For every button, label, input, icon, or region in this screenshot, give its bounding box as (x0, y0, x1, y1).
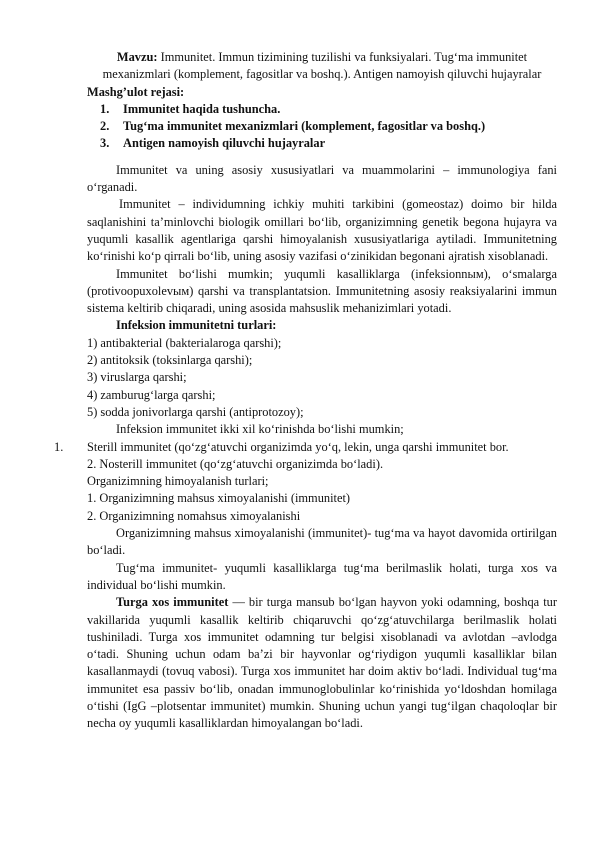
paragraph: Immunitet bo‘lishi mumkin; yuqumli kasalliklarga (infeksionnым), o‘smalarga (protivoopuxolevым) qarshi va transplantatsion. Immunitetning asosiy reaksiyalarini immun sistema keltirib chiqaradi, uning asosida mahsuslik mehanizimlari yotadi. (87, 266, 557, 316)
paragraph-text: — bir turga mansub bo‘lgan hayvon yoki odamning, boshqa tur vakillarida yuqumli kasallik keltirib chiqaruvchi qo‘zg‘atuvchilarga berilmaslik holati tushiniladi. Turga xos immunitet odamning tur belgisi xisoblanadi va avlotdan –avlodga o‘tadi. Shuning uchun odam ba’zi bir hayvonlar og‘riydigon yuqumli kasalliklar bilan kasallanmaydi (tovuq vabosi). Turga xos immunitet har doim aktiv bo‘ladi. Individual tug‘ma immunitet esa passiv bo‘lib, onadan immunoglobulinlar ko‘rinishida yo‘ldoshdan homilaga o‘tishi (IgG –plotsentar immunitet) mumkin. Shuning uchun yangi tug‘ilgan chaqoloqlar bir necha oy yuqumli kasalliklardan himoyalangan bo‘ladi. (87, 595, 557, 731)
plan-item-text: Tug‘ma immunitet mexanizmlari (komplement, fagositlar va boshq.) (123, 119, 486, 134)
section-heading (87, 317, 557, 334)
list-item: 4) zamburug‘larga qarshi; (87, 387, 216, 402)
term-bold: Turga xos immunitet (116, 595, 229, 610)
plan-item-text: Immunitet haqida tushuncha. (123, 101, 281, 116)
paragraph: Immunitet – individumning ichkiy muhiti tarkibini (gomeostaz) doimo bir hilda saqlanishini ta’minlovchi biologik omillari bo‘lib, organizimning genetik begona hujayra va yuqumli kasallik agentlariga qarshi himoyalanish xususiyatlariga aytiladi. Immunitetning ko‘rinishi ko‘p qirrali bo‘lib, uning asosiy vazifasi o‘zinikidan begonani ajratish xisoblanadi. (87, 197, 557, 264)
paragraph: Tug‘ma immunitet- yuqumli kasalliklarga tug‘ma berilmaslik holati, turga xos va individual bo‘lishi mumkin. (87, 560, 557, 592)
plan-item-number: 1. (100, 101, 110, 116)
list-item: 5) sodda jonivorlarga qarshi (antiprotozoy); (87, 404, 304, 419)
list-item: 1) antibakterial (bakterialaroga qarshi); (87, 335, 282, 350)
list-item: 3) viruslarga qarshi; (87, 370, 187, 385)
plan-item-number: 2. (100, 119, 110, 134)
list-number: 1. (54, 439, 64, 454)
subheading: Organizimning himoyalanish turlari; (87, 474, 269, 489)
plan-item-text: Antigen namoyish qiluvchi hujayralar (123, 136, 326, 151)
list-item: 2. Organizimning nomahsus ximoyalanishi (87, 508, 301, 523)
title-prefix: Mavzu: (116, 50, 158, 64)
list-item-text: Sterill immunitet (qo‘zg‘atuvchi organizimda yo‘q, lekin, unga qarshi immunitet bor. (87, 439, 509, 454)
plan-heading-text: Mashg’ulot rejasi: (87, 84, 185, 99)
plan-item-number: 3. (100, 136, 110, 151)
paragraph: Immunitet va uning asosiy xususiyatlari va muammolarini – immunologiya fani o‘rganadi. (87, 162, 557, 195)
lesson-title (87, 49, 557, 84)
plan-heading (87, 84, 557, 101)
plan-item (87, 135, 557, 152)
list-item: 2) antitoksik (toksinlarga qarshi); (87, 353, 253, 368)
plan-item (87, 101, 557, 118)
list-item (54, 439, 557, 456)
plan-item (87, 118, 557, 135)
paragraph: Infeksion immunitet ikki xil ko‘rinishda bo‘lishi mumkin; (116, 422, 404, 437)
section-heading-text: Infeksion immunitetni turlari: (116, 318, 277, 333)
list-item: 2. Nosterill immunitet (qo‘zg‘atuvchi organizimda bo‘ladi). (87, 456, 384, 471)
paragraph (87, 594, 557, 732)
paragraph: Organizimning mahsus ximoyalanishi (immunitet)- tug‘ma va hayot davomida ortirilgan bo‘ladi. (87, 526, 557, 558)
title-text: Immunitet. Immun tizimining tuzilishi va funksiyalari. Tug‘ma immunitet mexanizmlari (komplement, fagositlar va boshq.). Antigen namoyish qiluvchi hujayralar (102, 50, 542, 82)
list-item: 1. Organizimning mahsus ximoyalanishi (immunitet) (87, 491, 351, 506)
page-content (54, 49, 557, 733)
